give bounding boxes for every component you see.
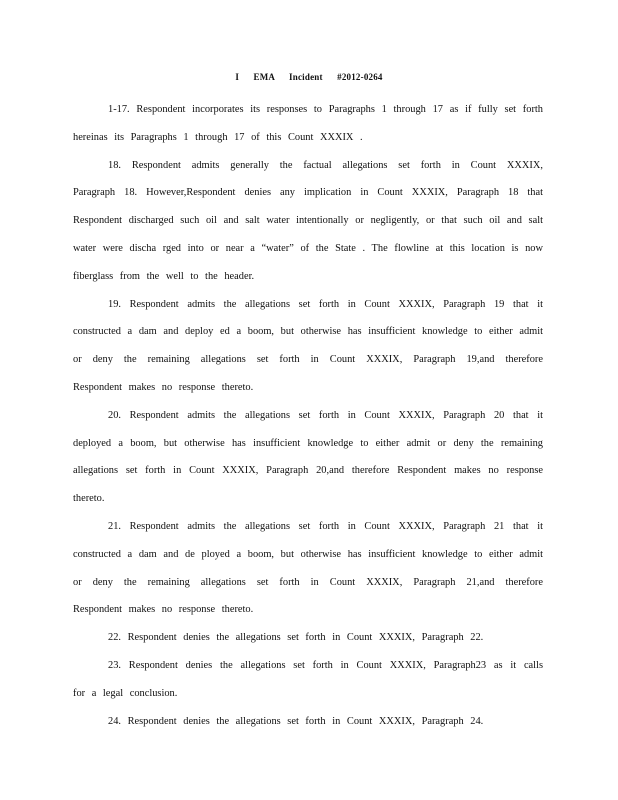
document-body — [73, 96, 543, 735]
document-header: I EMA Incident #2012-0264 — [235, 72, 383, 82]
paragraph-21: 21. Respondent admits the allegations set forth in Count XXXIX, Paragraph 21 that it constructed a dam and de ployed a boom, but otherwise has insufficient knowledge to either admit or deny the remaining allegations set forth in Count XXXIX, Paragraph 21,and therefore Respondent makes no response thereto. — [73, 520, 543, 616]
paragraph-19: 19. Respondent admits the allegations set forth in Count XXXIX, Paragraph 19 that it constructed a dam and deploy ed a boom, but otherwise has insufficient knowledge to either admit or deny the remaining allegations set forth in Count XXXIX, Paragraph 19,and therefore Respondent makes no response thereto. — [73, 298, 543, 393]
paragraph-18: 18. Respondent admits generally the factual allegations set forth in Count XXXIX, Paragraph 18. However,Respondent denies any implication in Count XXXIX, Paragraph 18 that Respondent discharged such oil and salt water intentionally or negligently, or that such oil and salt water were discha rged into or near a “water” of the State . The flowline at this location is now fiberglass from the well to the header. — [73, 159, 543, 282]
paragraph-1-17: 1-17. Respondent incorporates its responses to Paragraphs 1 through 17 as if fully set forth hereinas its Paragraphs 1 through 17 of this Count XXXIX . — [73, 104, 543, 143]
paragraph-24: 24. Respondent denies the allegations set forth in Count XXXIX, Paragraph 24. — [108, 715, 484, 727]
paragraph-23: 23. Respondent denies the allegations set forth in Count XXXIX, Paragraph23 as it calls for a legal conclusion. — [73, 659, 543, 699]
paragraph-20: 20. Respondent admits the allegations set forth in Count XXXIX, Paragraph 20 that it deployed a boom, but otherwise has insufficient knowledge to either admit or deny the remaining allegations set forth in Count XXXIX, Paragraph 20,and therefore Respondent makes no response thereto. — [73, 409, 543, 505]
paragraph-22: 22. Respondent denies the allegations set forth in Count XXXIX, Paragraph 22. — [108, 632, 484, 644]
